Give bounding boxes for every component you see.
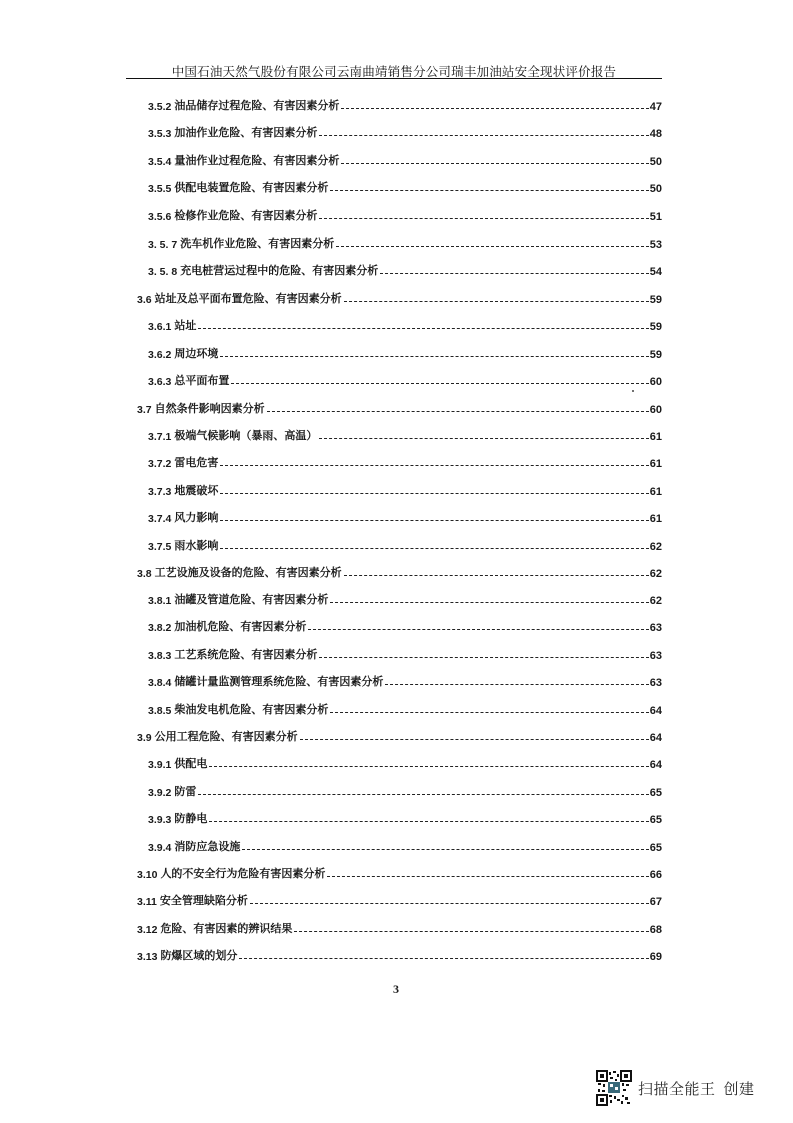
toc-entry[interactable] (148, 372, 662, 388)
toc-entry[interactable] (148, 345, 662, 361)
toc-dot-leader (319, 657, 648, 658)
toc-entry-title: 人的不安全行为危险有害因素分析 (160, 867, 326, 880)
toc-dot-leader (220, 356, 648, 357)
toc-entry-page: 59 (649, 294, 662, 306)
toc-entry-page: 68 (649, 924, 662, 936)
toc-entry-title: 防雷 (174, 785, 197, 798)
toc-entry-page: 48 (649, 128, 662, 140)
toc-entry-page: 64 (649, 705, 662, 717)
toc-dot-leader (330, 190, 648, 191)
toc-dot-leader (209, 766, 648, 767)
toc-entry-title: 站址 (174, 319, 197, 332)
toc-entry-page: 50 (649, 183, 662, 195)
toc-entry[interactable] (148, 509, 662, 525)
toc-entry-title: 量油作业过程危险、有害因素分析 (174, 154, 340, 167)
toc-entry-number: 3.6.3 (148, 376, 172, 388)
watermark-app-name: 扫描全能王 (638, 1079, 716, 1098)
toc-entry-number: 3.7.3 (148, 486, 172, 498)
toc-entry[interactable] (137, 892, 662, 908)
watermark-action: 创建 (723, 1079, 755, 1098)
toc-entry-number: 3.5.5 (148, 183, 172, 195)
toc-dot-leader (220, 520, 648, 521)
toc-dot-leader (385, 684, 648, 685)
toc-entry[interactable] (148, 591, 662, 607)
toc-entry-page: 47 (649, 101, 662, 113)
toc-entry-number: 3.10 (137, 869, 158, 881)
toc-entry[interactable] (137, 865, 662, 881)
toc-entry-page: 61 (649, 431, 662, 443)
toc-entry-number: 3.9.2 (148, 787, 172, 799)
toc-dot-leader (344, 301, 649, 302)
toc-entry-page: 65 (649, 814, 662, 826)
toc-dot-leader (344, 575, 649, 576)
scan-speck (632, 390, 634, 392)
toc-entry[interactable] (148, 783, 662, 799)
toc-entry-title: 雷电危害 (174, 456, 219, 469)
toc-entry-page: 54 (649, 266, 662, 278)
toc-entry[interactable] (148, 838, 662, 854)
toc-entry[interactable] (148, 262, 662, 278)
toc-entry-title: 自然条件影响因素分析 (154, 402, 265, 415)
toc-dot-leader (319, 135, 648, 136)
toc-entry[interactable] (148, 810, 662, 826)
toc-entry-number: 3.7.2 (148, 458, 172, 470)
toc-entry-number: 3.5.6 (148, 211, 172, 223)
toc-entry-number: 3.8.5 (148, 705, 172, 717)
toc-entry-page: 59 (649, 321, 662, 333)
toc-entry-number: 3. 5. 7 (148, 239, 178, 251)
toc-entry-title: 供配电 (174, 757, 208, 770)
toc-entry-title: 油品储存过程危险、有害因素分析 (174, 99, 340, 112)
toc-entry-number: 3.8.1 (148, 595, 172, 607)
toc-entry-number: 3.7 (137, 404, 152, 416)
toc-dot-leader (220, 493, 648, 494)
toc-entry-number: 3.5.2 (148, 101, 172, 113)
toc-dot-leader (380, 273, 649, 274)
toc-entry[interactable] (148, 454, 662, 470)
toc-entry[interactable] (137, 947, 662, 963)
toc-entry-title: 防静电 (174, 812, 208, 825)
toc-entry[interactable] (137, 564, 662, 580)
toc-entry-number: 3.9.1 (148, 759, 172, 771)
toc-entry-title: 油罐及管道危险、有害因素分析 (174, 593, 329, 606)
toc-entry-page: 64 (649, 732, 662, 744)
toc-entry-page: 51 (649, 211, 662, 223)
toc-entry-title: 检修作业危险、有害因素分析 (174, 209, 318, 222)
toc-dot-leader (308, 629, 648, 630)
toc-entry[interactable] (148, 646, 662, 662)
toc-entry[interactable] (148, 235, 662, 251)
toc-dot-leader (250, 903, 649, 904)
toc-entry-title: 加油作业危险、有害因素分析 (174, 126, 318, 139)
toc-entry-number: 3.7.4 (148, 513, 172, 525)
toc-entry-title: 加油机危险、有害因素分析 (174, 620, 307, 633)
toc-entry-title: 工艺系统危险、有害因素分析 (174, 648, 318, 661)
toc-entry[interactable] (148, 152, 662, 168)
toc-entry-page: 60 (649, 404, 662, 416)
toc-entry-number: 3. 5. 8 (148, 266, 178, 278)
toc-entry-title: 消防应急设施 (174, 840, 241, 853)
toc-entry-number: 3.8 (137, 568, 152, 580)
toc-entry-number: 3.11 (137, 896, 157, 908)
toc-entry-page: 63 (649, 622, 662, 634)
toc-entry-title: 站址及总平面布置危险、有害因素分析 (154, 292, 342, 305)
toc-dot-leader (330, 712, 648, 713)
toc-entry-title: 公用工程危险、有害因素分析 (154, 730, 298, 743)
watermark-label (638, 1078, 755, 1099)
toc-dot-leader (239, 958, 648, 959)
toc-dot-leader (209, 821, 648, 822)
toc-dot-leader (341, 108, 648, 109)
toc-entry-number: 3.6.2 (148, 349, 172, 361)
toc-entry-page: 69 (649, 951, 662, 963)
toc-entry-page: 59 (649, 349, 662, 361)
toc-entry-page: 61 (649, 513, 662, 525)
toc-entry-number: 3.13 (137, 951, 158, 963)
toc-dot-leader (231, 383, 648, 384)
toc-dot-leader (319, 218, 648, 219)
toc-dot-leader (267, 411, 649, 412)
toc-entry-number: 3.7.1 (148, 431, 172, 443)
toc-entry-title: 危险、有害因素的辨识结果 (160, 922, 293, 935)
toc-entry[interactable] (148, 701, 662, 717)
toc-entry-title: 供配电装置危险、有害因素分析 (174, 181, 329, 194)
toc-dot-leader (341, 163, 648, 164)
toc-entry-page: 66 (649, 869, 662, 881)
toc-dot-leader (242, 849, 648, 850)
toc-entry-number: 3.6.1 (148, 321, 172, 333)
toc-entry-page: 65 (649, 787, 662, 799)
toc-dot-leader (336, 246, 649, 247)
toc-entry-page: 61 (649, 458, 662, 470)
toc-entry-number: 3.8.3 (148, 650, 172, 662)
toc-dot-leader (300, 739, 649, 740)
header-divider (126, 78, 662, 79)
toc-entry-page: 62 (649, 595, 662, 607)
page-header-title: 中国石油天然气股份有限公司云南曲靖销售分公司瑞丰加油站安全现状评价报告 (171, 64, 617, 79)
toc-entry[interactable] (137, 290, 662, 306)
toc-entry-number: 3.5.4 (148, 156, 172, 168)
toc-entry-title: 充电桩营运过程中的危险、有害因素分析 (180, 264, 379, 277)
toc-entry-number: 3.7.5 (148, 541, 172, 553)
toc-dot-leader (220, 465, 648, 466)
toc-entry[interactable] (148, 482, 662, 498)
toc-entry-page: 62 (649, 568, 662, 580)
toc-entry-page: 65 (649, 842, 662, 854)
toc-entry-page: 63 (649, 677, 662, 689)
toc-entry[interactable] (148, 179, 662, 195)
toc-dot-leader (330, 602, 648, 603)
scanner-watermark (596, 1070, 755, 1106)
toc-entry-title: 储罐计量监测管理系统危险、有害因素分析 (174, 675, 384, 688)
toc-entry[interactable] (148, 537, 662, 553)
toc-entry-title: 地震破坏 (174, 484, 219, 497)
toc-entry-number: 3.8.2 (148, 622, 172, 634)
toc-entry[interactable] (148, 618, 662, 634)
toc-entry-number: 3.8.4 (148, 677, 172, 689)
toc-entry[interactable] (137, 920, 662, 936)
toc-entry-page: 61 (649, 486, 662, 498)
toc-entry-number: 3.5.3 (148, 128, 172, 140)
toc-entry-page: 64 (649, 759, 662, 771)
toc-dot-leader (319, 438, 648, 439)
toc-dot-leader (198, 794, 648, 795)
toc-entry[interactable] (148, 673, 662, 689)
toc-entry[interactable] (148, 97, 662, 113)
toc-entry[interactable] (148, 755, 662, 771)
toc-entry-title: 雨水影响 (174, 539, 219, 552)
toc-entry-page: 67 (649, 896, 662, 908)
toc-entry-number: 3.9.3 (148, 814, 172, 826)
toc-dot-leader (327, 876, 648, 877)
toc-entry-page: 53 (649, 239, 662, 251)
toc-entry-title: 风力影响 (174, 511, 219, 524)
toc-entry-title: 总平面布置 (174, 374, 230, 387)
toc-entry-title: 工艺设施及设备的危险、有害因素分析 (154, 566, 342, 579)
toc-entry-page: 62 (649, 541, 662, 553)
toc-entry-page: 63 (649, 650, 662, 662)
toc-entry[interactable] (148, 317, 662, 333)
toc-entry[interactable] (137, 728, 662, 744)
toc-entry[interactable] (148, 124, 662, 140)
toc-entry[interactable] (148, 427, 662, 443)
toc-entry-number: 3.9 (137, 732, 152, 744)
toc-entry-title: 防爆区域的划分 (160, 949, 238, 962)
toc-dot-leader (220, 548, 648, 549)
toc-dot-leader (294, 931, 648, 932)
toc-entry-page: 50 (649, 156, 662, 168)
toc-entry-title: 柴油发电机危险、有害因素分析 (174, 703, 329, 716)
toc-entry-number: 3.12 (137, 924, 158, 936)
toc-dot-leader (198, 328, 648, 329)
toc-entry-title: 周边环境 (174, 347, 219, 360)
toc-entry-page: 60 (649, 376, 662, 388)
toc-entry-title: 洗车机作业危险、有害因素分析 (180, 237, 335, 250)
qr-code-icon (596, 1070, 632, 1106)
toc-entry-number: 3.6 (137, 294, 152, 306)
toc-entry[interactable] (137, 400, 662, 416)
toc-entry-number: 3.9.4 (148, 842, 172, 854)
toc-entry[interactable] (148, 207, 662, 223)
page-number: 3 (393, 982, 399, 996)
toc-entry-title: 安全管理缺陷分析 (159, 894, 248, 907)
toc-entry-title: 极端气候影响（暴雨、高温） (174, 429, 318, 442)
